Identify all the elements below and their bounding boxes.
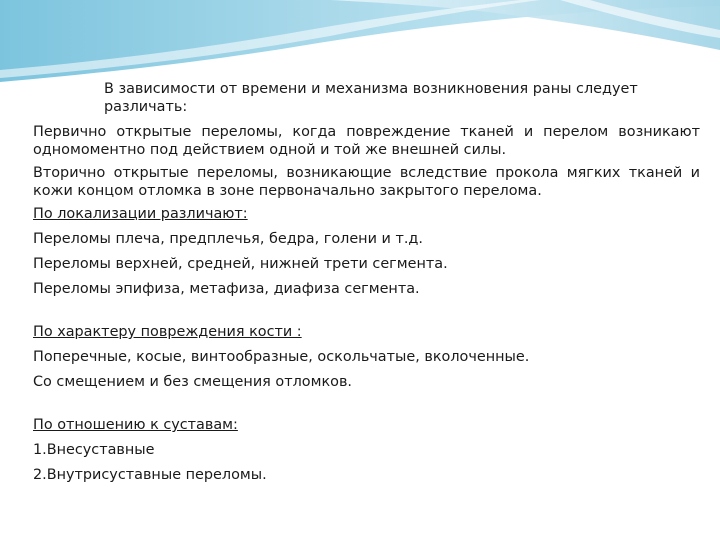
character-item: Поперечные, косые, винтообразные, оскольчатые, вколоченные.: [33, 349, 530, 365]
joints-item: 1.Внесуставные: [33, 442, 155, 458]
localization-heading: По локализации различают:: [33, 206, 248, 222]
character-heading: По характеру повреждения кости :: [33, 324, 302, 340]
slide-body: [33, 80, 700, 484]
localization-item: Переломы эпифиза, метафиза, диафиза сегмента.: [33, 281, 420, 297]
character-item: Со смещением и без смещения отломков.: [33, 374, 353, 390]
primary-fracture-paragraph: Первично открытые переломы, когда повреждение тканей и перелом возникают одномоментно под действием одной и той же внешней силы.: [33, 124, 700, 158]
joints-item: 2.Внутрисуставные переломы.: [33, 467, 267, 483]
localization-item: Переломы верхней, средней, нижней трети сегмента.: [33, 256, 448, 272]
intro-paragraph: В зависимости от времени и механизма возникновения раны следует различать:: [104, 81, 638, 115]
joints-heading: По отношению к суставам:: [33, 417, 238, 433]
decorative-wave-header: [0, 0, 720, 90]
localization-item: Переломы плеча, предплечья, бедра, голени и т.д.: [33, 231, 423, 247]
secondary-fracture-paragraph: Вторично открытые переломы, возникающие вследствие прокола мягких тканей и кожи концом отломка в зоне первоначально закрытого перелома.: [33, 165, 700, 199]
